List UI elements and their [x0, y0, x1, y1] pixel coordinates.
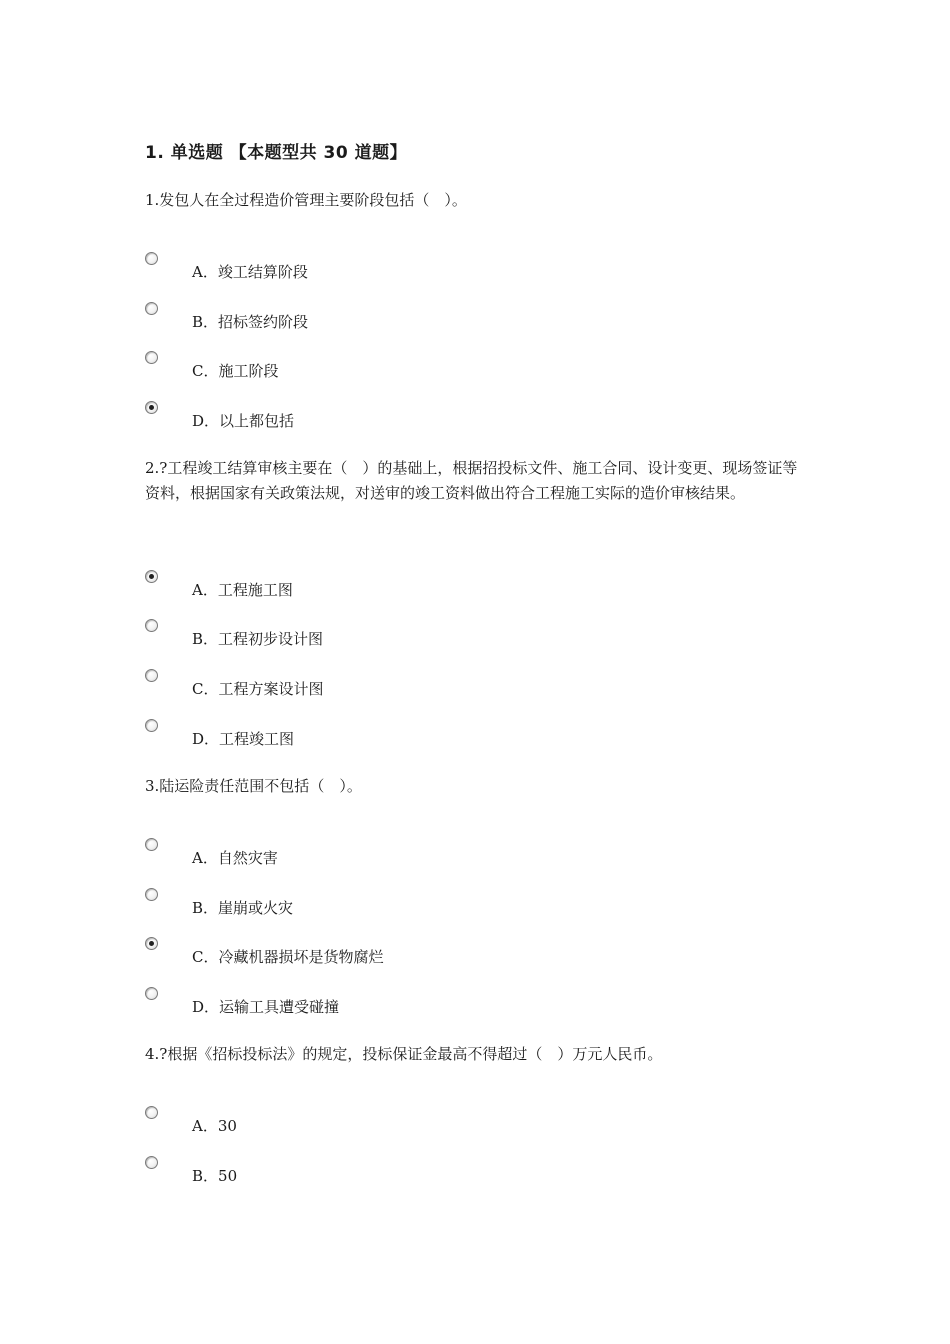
question-2-option-c[interactable] [145, 669, 545, 699]
question-4-option-a[interactable] [145, 1106, 545, 1136]
radio-button[interactable] [145, 351, 158, 364]
option-label: C．工程方案设计图 [192, 680, 324, 698]
radio-button[interactable] [145, 888, 158, 901]
radio-button[interactable] [145, 570, 158, 583]
option-label: A．竣工结算阶段 [192, 263, 308, 281]
option-label: B．招标签约阶段 [192, 313, 309, 331]
option-label: B．工程初步设计图 [192, 630, 324, 648]
question-2-text: 2.?工程竣工结算审核主要在（ ）的基础上，根据招投标文件、施工合同、设计变更、现场签证等资料，根据国家有关政策法规，对送审的竣工资料做出符合工程施工实际的造价审核结果。 [145, 459, 798, 502]
radio-button[interactable] [145, 252, 158, 265]
option-label: B．50 [192, 1167, 238, 1185]
question-2-option-d[interactable] [145, 719, 545, 749]
question-1-text: 1.发包人在全过程造价管理主要阶段包括（ ）。 [145, 191, 467, 209]
option-label: D．工程竣工图 [192, 730, 295, 748]
radio-button[interactable] [145, 401, 158, 414]
option-label: B．崖崩或火灾 [192, 899, 294, 917]
question-1-option-a[interactable] [145, 252, 545, 282]
radio-button[interactable] [145, 1156, 158, 1169]
radio-button[interactable] [145, 1106, 158, 1119]
radio-button[interactable] [145, 669, 158, 682]
option-label: A．30 [192, 1117, 237, 1135]
question-3-option-d[interactable] [145, 987, 545, 1017]
radio-button[interactable] [145, 302, 158, 315]
question-3-option-b[interactable] [145, 888, 545, 918]
radio-button[interactable] [145, 937, 158, 950]
radio-button[interactable] [145, 719, 158, 732]
question-3-option-a[interactable] [145, 838, 545, 868]
option-label: C．施工阶段 [192, 362, 279, 380]
question-3-option-c[interactable] [145, 937, 545, 967]
question-2-option-b[interactable] [145, 619, 545, 649]
question-1-option-c[interactable] [145, 351, 545, 381]
option-label: D．运输工具遭受碰撞 [192, 998, 340, 1016]
question-3-text: 3.陆运险责任范围不包括（ ）。 [145, 777, 362, 795]
radio-button[interactable] [145, 987, 158, 1000]
option-label: D．以上都包括 [192, 412, 295, 430]
option-label: C．冷藏机器损坏是货物腐烂 [192, 948, 384, 966]
section-title: 1. 单选题 【本题型共 30 道题】 [145, 143, 408, 163]
radio-button[interactable] [145, 838, 158, 851]
radio-button[interactable] [145, 619, 158, 632]
option-label: A．自然灾害 [192, 849, 278, 867]
question-4-text: 4.?根据《招标投标法》的规定，投标保证金最高不得超过（ ）万元人民币。 [145, 1045, 663, 1063]
question-4-option-b[interactable] [145, 1156, 545, 1186]
option-label: A．工程施工图 [192, 581, 293, 599]
question-2-option-a[interactable] [145, 570, 545, 600]
question-1-option-d[interactable] [145, 401, 545, 431]
question-1-option-b[interactable] [145, 302, 545, 332]
